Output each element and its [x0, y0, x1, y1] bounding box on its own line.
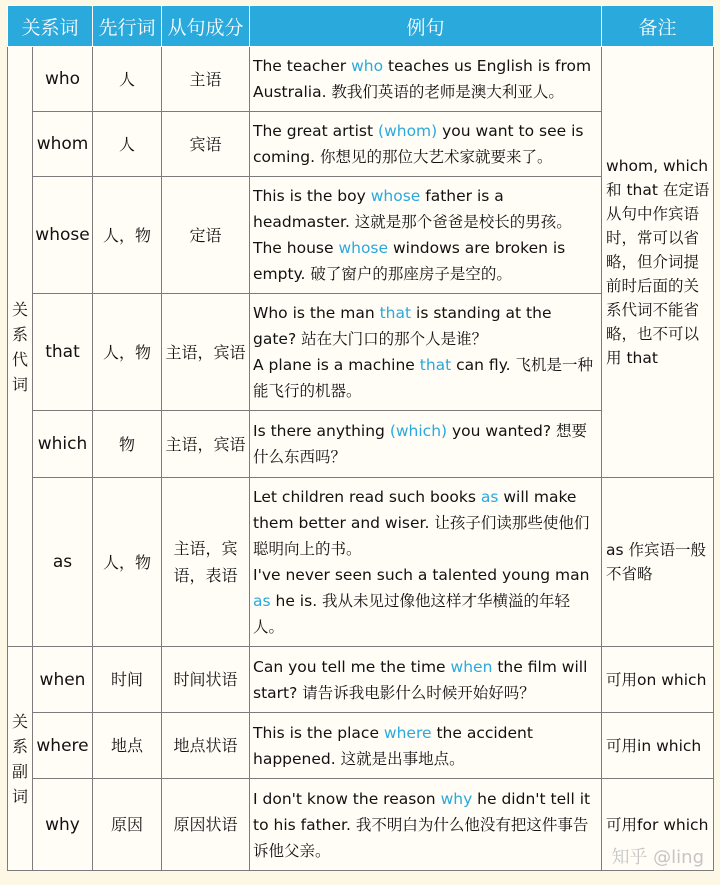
antecedent-cell: 原因	[93, 779, 162, 871]
highlighted-relative-word: as	[253, 592, 271, 610]
example-sentence	[253, 484, 599, 562]
clause-role-cell: 主语，宾语，表语	[162, 478, 250, 647]
group-relative-adverb: 关 系 副 词	[8, 647, 33, 871]
example-cell	[250, 478, 602, 647]
clause-role-cell: 主语，宾语	[162, 294, 250, 411]
clause-role-cell: 主语	[162, 47, 250, 112]
clause-role-cell: 宾语	[162, 112, 250, 177]
antecedent-cell: 时间	[93, 647, 162, 713]
example-sentence	[253, 720, 599, 772]
sentence-text: Is there anything	[253, 422, 390, 440]
sentence-text: I don't know the reason	[253, 789, 441, 808]
highlighted-relative-word: (whom)	[378, 122, 438, 140]
example-sentence	[253, 118, 599, 170]
relative-word-cell: as	[33, 478, 93, 647]
sentence-text: A plane is a machine	[253, 356, 420, 374]
example-sentence	[253, 352, 599, 404]
example-cell	[250, 779, 602, 871]
highlighted-relative-word: when	[450, 657, 493, 676]
sentence-text: teaches us English is from Australia. 教我们英语的老师是澳大利亚人。	[253, 57, 592, 101]
antecedent-cell: 人	[93, 112, 162, 177]
relative-words-table	[7, 5, 714, 871]
header-clause-role: 从句成分	[162, 6, 250, 47]
highlighted-relative-word: whose	[338, 239, 389, 257]
example-sentence	[253, 418, 599, 470]
header-example: 例句	[250, 6, 602, 47]
sentence-text: you want to see is coming. 你想见的那位大艺术家就要来了。	[253, 122, 584, 166]
example-sentence	[253, 300, 599, 352]
example-cell	[250, 112, 602, 177]
clause-role-cell: 地点状语	[162, 713, 250, 779]
clause-role-cell: 时间状语	[162, 647, 250, 713]
sentence-text: I've never seen such a talented young man	[253, 566, 590, 584]
example-sentence	[253, 183, 599, 235]
highlighted-relative-word: that	[379, 304, 412, 322]
sentence-text: windows are broken is empty. 破了窗户的那座房子是空的。	[253, 239, 566, 283]
watermark: 知乎 @ling	[611, 847, 704, 868]
relative-word-cell: who	[33, 47, 93, 112]
table-row	[8, 647, 714, 713]
header-note: 备注	[602, 6, 714, 47]
example-cell	[250, 294, 602, 411]
sentence-text: the accident happened. 这就是出事地点。	[253, 723, 533, 768]
highlighted-relative-word: where	[383, 723, 432, 742]
table-header-row	[8, 6, 714, 47]
example-cell	[250, 713, 602, 779]
table-row	[8, 47, 714, 112]
sentence-text: Who is the man	[253, 304, 380, 322]
example-cell	[250, 177, 602, 294]
sentence-text: Let children read such books	[253, 488, 481, 506]
sentence-text: This is the boy	[253, 187, 371, 205]
antecedent-cell: 地点	[93, 713, 162, 779]
relative-word-cell: that	[33, 294, 93, 411]
sentence-text: The house	[253, 239, 339, 257]
note-as: as 作宾语一般不省略	[602, 478, 714, 647]
clause-role-cell: 主语，宾语	[162, 411, 250, 478]
antecedent-cell: 人，物	[93, 478, 162, 647]
table-row	[8, 478, 714, 647]
highlighted-relative-word: why	[440, 789, 473, 808]
example-sentence	[253, 786, 599, 864]
sentence-text: he is. 我从未见过像他这样才华横溢的年轻人。	[253, 592, 571, 636]
relative-word-cell: whose	[33, 177, 93, 294]
sentence-text: can fly. 飞机是一种能飞行的机器。	[253, 356, 594, 400]
sentence-text: The great artist	[253, 122, 379, 140]
sentence-text: you wanted? 想要什么东西吗？	[253, 422, 588, 466]
antecedent-cell: 人，物	[93, 177, 162, 294]
example-sentence	[253, 562, 599, 640]
relative-word-cell: which	[33, 411, 93, 478]
sentence-text: the film will start? 请告诉我电影什么时候开始好吗？	[253, 657, 588, 702]
table-row	[8, 779, 714, 871]
relative-word-cell: why	[33, 779, 93, 871]
note-why: 可用for which	[602, 779, 714, 871]
example-sentence	[253, 53, 599, 105]
sentence-text: is standing at the gate? 站在大门口的那个人是谁？	[253, 304, 552, 348]
highlighted-relative-word: that	[419, 356, 452, 374]
header-relative-word: 关系词	[8, 6, 93, 47]
example-sentence	[253, 654, 599, 706]
example-cell	[250, 411, 602, 478]
highlighted-relative-word: as	[480, 488, 499, 506]
note-when: 可用on which	[602, 647, 714, 713]
sentence-text: The teacher	[253, 57, 352, 75]
group-relative-pronoun: 关 系 代 词	[8, 47, 33, 647]
table-row	[8, 713, 714, 779]
example-cell	[250, 647, 602, 713]
clause-role-cell: 定语	[162, 177, 250, 294]
header-antecedent: 先行词	[93, 6, 162, 47]
clause-role-cell: 原因状语	[162, 779, 250, 871]
example-cell	[250, 47, 602, 112]
note-where: 可用in which	[602, 713, 714, 779]
sentence-text: father is a headmaster. 这就是那个爸爸是校长的男孩。	[253, 187, 572, 231]
antecedent-cell: 物	[93, 411, 162, 478]
highlighted-relative-word: who	[351, 57, 384, 75]
sentence-text: he didn't tell it to his father. 我不明白为什么他没有把这件事告诉他父亲。	[253, 789, 591, 860]
sentence-text: Can you tell me the time	[253, 657, 451, 676]
example-sentence	[253, 235, 599, 287]
note-whom-which: whom, which 和 that 在定语从句中作宾语时，常可以省略，但介词提前时后面的关系代词不能省略，也不可以用 that	[602, 47, 714, 478]
relative-word-cell: when	[33, 647, 93, 713]
antecedent-cell: 人	[93, 47, 162, 112]
antecedent-cell: 人，物	[93, 294, 162, 411]
highlighted-relative-word: (which)	[389, 422, 448, 440]
relative-word-cell: whom	[33, 112, 93, 177]
sentence-text: This is the place	[253, 723, 384, 742]
relative-word-cell: where	[33, 713, 93, 779]
highlighted-relative-word: whose	[370, 187, 421, 205]
relative-words-table-frame	[7, 5, 713, 871]
sentence-text: will make them better and wiser. 让孩子们读那些使他们聪明向上的书。	[253, 488, 590, 558]
